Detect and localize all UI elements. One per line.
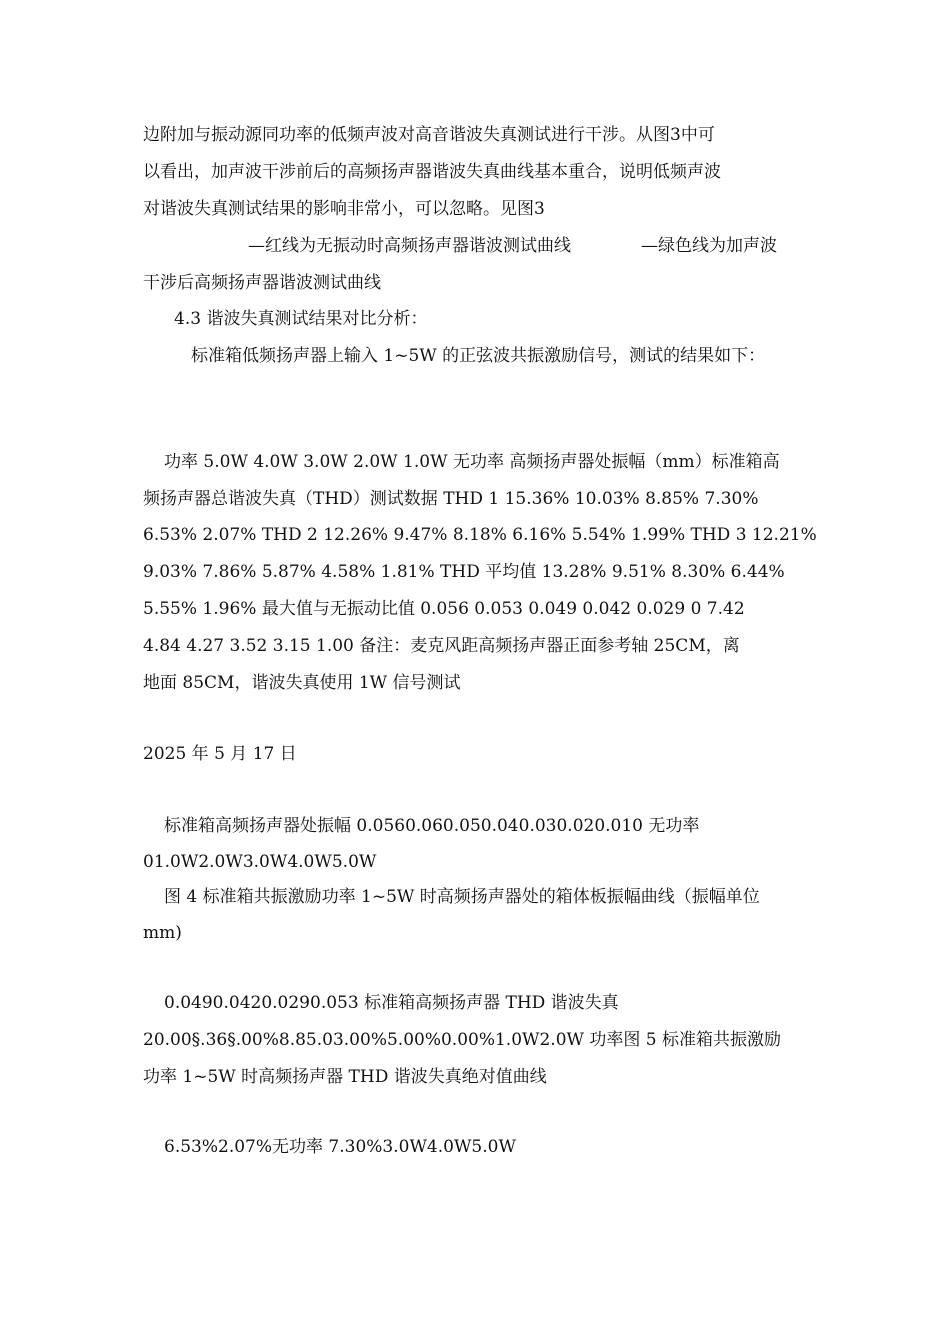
paragraph-line-1: 边附加与振动源同功率的低频声波对高音谐波失真测试进行干涉。从图3中可	[143, 125, 715, 145]
section-heading: 4.3 谐波失真测试结果对比分析：	[174, 309, 428, 329]
legend-line-continued: 干涉后高频扬声器谐波测试曲线	[143, 273, 381, 293]
figure4-text-line-1: 标准箱高频扬声器处振幅 0.0560.060.050.040.030.020.010 无功率	[164, 816, 700, 836]
table-text-line-5: 5.55% 1.96% 最大值与无振动比值 0.056 0.053 0.049 0.042 0.029 0 7.42	[143, 599, 745, 619]
figure4-text-line-2: 01.0W2.0W3.0W4.0W5.0W	[143, 852, 377, 872]
legend-green-line: —绿色线为加声波	[641, 236, 777, 256]
trailing-data-line: 6.53%2.07%无功率 7.30%3.0W4.0W5.0W	[164, 1137, 516, 1157]
figure4-caption-line-1: 图 4 标准箱共振激励功率 1~5W 时高频扬声器处的箱体板振幅曲线（振幅单位	[164, 887, 760, 907]
figure4-caption-line-2: mm)	[143, 923, 182, 943]
figure5-text-line-2: 20.00§.36§.00%8.85.03.00%5.00%0.00%1.0W2.0W 功率图 5 标准箱共振激励	[143, 1030, 782, 1050]
document-date: 2025 年 5 月 17 日	[143, 744, 297, 764]
figure5-caption-line: 功率 1~5W 时高频扬声器 THD 谐波失真绝对值曲线	[143, 1067, 547, 1087]
figure5-text-line-1: 0.0490.0420.0290.053 标准箱高频扬声器 THD 谐波失真	[164, 993, 619, 1013]
paragraph-line-2: 以看出，加声波干涉前后的高频扬声器谐波失真曲线基本重合，说明低频声波	[143, 162, 721, 182]
table-text-line-7: 地面 85CM，谐波失真使用 1W 信号测试	[143, 673, 461, 693]
intro-line: 标准箱低频扬声器上输入 1~5W 的正弦波共振激励信号，测试的结果如下：	[191, 346, 766, 366]
paragraph-line-3: 对谐波失真测试结果的影响非常小，可以忽略。见图3	[143, 199, 545, 219]
legend-red-line: —红线为无振动时高频扬声器谐波测试曲线	[248, 236, 571, 256]
table-text-line-3: 6.53% 2.07% THD 2 12.26% 9.47% 8.18% 6.16% 5.54% 1.99% THD 3 12.21%	[143, 525, 817, 545]
table-text-line-1: 功率 5.0W 4.0W 3.0W 2.0W 1.0W 无功率 高频扬声器处振幅（mm）标准箱高	[164, 452, 780, 472]
table-text-line-4: 9.03% 7.86% 5.87% 4.58% 1.81% THD 平均值 13.28% 9.51% 8.30% 6.44%	[143, 562, 785, 582]
table-text-line-6: 4.84 4.27 3.52 3.15 1.00 备注：麦克风距高频扬声器正面参考轴 25CM，离	[143, 636, 740, 656]
table-text-line-2: 频扬声器总谐波失真（THD）测试数据 THD 1 15.36% 10.03% 8.85% 7.30%	[143, 489, 759, 509]
